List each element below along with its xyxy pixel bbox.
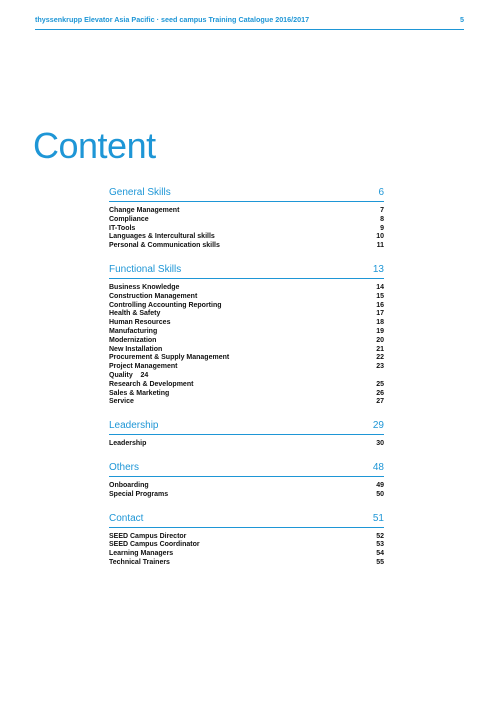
entry-label: Special Programs [109, 490, 169, 498]
entry-label: Change Management [109, 207, 180, 214]
toc-entry[interactable] [109, 293, 384, 302]
toc-entry[interactable] [109, 559, 384, 568]
toc-section-general-skills [109, 184, 384, 251]
toc-entry[interactable] [109, 319, 384, 328]
entry-page-number: 14 [376, 283, 384, 291]
toc-entry[interactable] [109, 284, 384, 293]
entry-page-number: 25 [376, 380, 384, 388]
entry-page-number: 20 [376, 336, 384, 344]
table-of-contents [109, 184, 384, 578]
entry-page-number: 17 [376, 310, 384, 318]
section-title: Functional Skills [109, 263, 182, 275]
entry-page-number: 16 [376, 301, 384, 309]
toc-entry[interactable] [109, 337, 384, 346]
toc-entry[interactable] [109, 533, 384, 542]
entry-label: Research & Development [109, 380, 194, 388]
toc-entry[interactable] [109, 346, 384, 355]
toc-entry[interactable] [109, 491, 384, 500]
toc-entry[interactable] [109, 225, 384, 234]
entry-label: Personal & Communication skills [109, 242, 220, 250]
entry-page-number: 54 [376, 550, 384, 558]
toc-section-others [109, 459, 384, 500]
entry-page-number: 30 [376, 440, 384, 448]
entry-page-number: 26 [376, 389, 384, 397]
toc-entry[interactable] [109, 363, 384, 372]
entry-page-number: 22 [376, 354, 384, 362]
header-title: thyssenkrupp Elevator Asia Pacific · seed campus Training Catalogue 2016/2017 [35, 15, 310, 24]
entry-label: Service [109, 398, 134, 406]
entry-label: SEED Campus Director [109, 532, 187, 540]
entry-label: Human Resources [109, 319, 171, 327]
toc-section-leadership [109, 417, 384, 449]
toc-section-contact [109, 510, 384, 568]
section-heading[interactable] [109, 417, 384, 435]
entry-label: Languages & Intercultural skills [109, 233, 215, 241]
entry-label: Quality 24 [109, 371, 149, 379]
entry-label: Health & Safety [109, 310, 161, 318]
entry-page-number: 55 [376, 558, 384, 566]
entry-label: Learning Managers [109, 550, 174, 558]
toc-entry[interactable] [109, 381, 384, 390]
section-page-number: 51 [372, 512, 384, 524]
toc-entry[interactable] [109, 310, 384, 319]
toc-entry[interactable] [109, 550, 384, 559]
entry-page-number: 49 [376, 481, 384, 489]
section-page-number: 13 [372, 263, 384, 275]
header-page-number: 5 [460, 15, 464, 24]
entry-label: Onboarding [109, 481, 149, 489]
section-title: Contact [109, 512, 144, 524]
toc-entry[interactable] [109, 328, 384, 337]
entry-label: Leadership [109, 440, 147, 448]
entry-page-number: 21 [376, 345, 384, 353]
entry-label: New Installation [109, 345, 163, 353]
section-title: Leadership [109, 420, 159, 432]
toc-entry[interactable] [109, 302, 384, 311]
toc-entry[interactable] [109, 216, 384, 225]
section-heading[interactable] [109, 459, 384, 477]
toc-entry[interactable] [109, 440, 384, 449]
toc-entry[interactable] [109, 354, 384, 363]
entry-page-number: 8 [380, 215, 384, 223]
toc-entry[interactable] [109, 233, 384, 242]
entry-label: Modernization [109, 336, 157, 344]
entry-label: IT-Tools [109, 224, 136, 232]
toc-entry[interactable] [109, 372, 384, 381]
entry-label: Controlling Accounting Reporting [109, 301, 222, 309]
section-page-number: 29 [372, 420, 384, 432]
toc-entry[interactable] [109, 242, 384, 251]
entry-page-number: 9 [380, 224, 384, 232]
section-heading[interactable] [109, 261, 384, 279]
entry-page-number: 11 [376, 242, 384, 250]
entry-page-number: 27 [376, 398, 384, 406]
entry-label: Construction Management [109, 292, 198, 300]
toc-entry[interactable] [109, 207, 384, 216]
section-title: General Skills [109, 187, 171, 198]
toc-entry[interactable] [109, 482, 384, 491]
entry-label: Project Management [109, 363, 178, 371]
toc-entry[interactable] [109, 390, 384, 399]
entry-page-number: 50 [376, 490, 384, 498]
entry-page-number: 10 [376, 233, 384, 241]
page-header [35, 15, 464, 30]
section-heading[interactable] [109, 184, 384, 202]
toc-entry[interactable] [109, 541, 384, 550]
entry-page-number: 7 [380, 207, 384, 214]
entry-page-number: 19 [376, 327, 384, 335]
entry-page-number: 18 [376, 319, 384, 327]
entry-label: Compliance [109, 215, 149, 223]
section-title: Others [109, 461, 140, 473]
toc-section-functional-skills [109, 261, 384, 407]
toc-entry[interactable] [109, 398, 384, 407]
entry-page-number: 23 [376, 363, 384, 371]
entry-label: Sales & Marketing [109, 389, 170, 397]
section-page-number: 6 [378, 187, 384, 198]
section-page-number: 48 [372, 461, 384, 473]
entry-label: SEED Campus Coordinator [109, 541, 200, 549]
section-heading[interactable] [109, 510, 384, 528]
entry-page-number: 15 [376, 292, 384, 300]
entry-page-number: 53 [376, 541, 384, 549]
entry-label: Procurement & Supply Management [109, 354, 230, 362]
entry-label: Manufacturing [109, 327, 158, 335]
entry-label: Business Knowledge [109, 283, 180, 291]
entry-label: Technical Trainers [109, 558, 170, 566]
page-title: Content [33, 125, 156, 167]
entry-page-number: 52 [376, 532, 384, 540]
